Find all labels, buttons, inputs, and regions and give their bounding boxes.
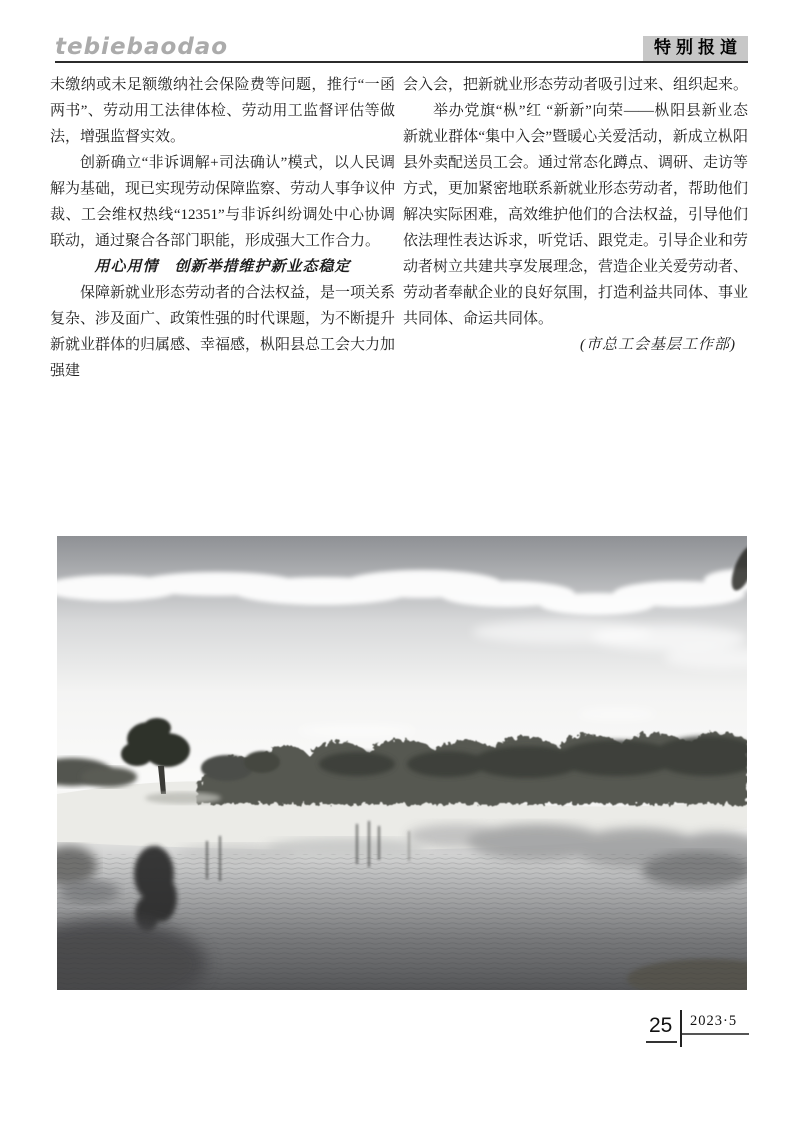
folio (640, 1008, 752, 1052)
paragraph-continued: 会入会，把新就业形态劳动者吸引过来、组织起来。 (403, 77, 749, 93)
masthead-logo: tebiebaodao (55, 34, 229, 60)
folio-page-number: 25 (646, 1014, 677, 1043)
paragraph: 举办党旗“枞”红 “新新”向荣——枞阳县新业态新就业群体“集中入会”暨暖心关爱活动，新成立枞阳县外卖配送员工会。通过常态化蹲点、调研、走访等方式，更加紧密地联系新就业形态劳动者，帮助他们解决实际困难，高效维护他们的合法权益，引导他们依法理性表达诉求，听党话、跟党走。引导企业和劳动者树立共建共享发展理念，营造企业关爱劳动者、劳动者奉献企业的良好氛围，打造利益共同体、事业共同体、命运共同体。 (403, 103, 749, 327)
water-ripples (57, 854, 747, 990)
scenery-photo (57, 536, 747, 990)
byline: (市总工会基层工作部) (580, 337, 736, 353)
folio-issue: 2023·5 (682, 1013, 749, 1035)
article-column-right (403, 72, 748, 384)
header-rule (55, 61, 748, 63)
paragraph: 创新确立“非诉调解+司法确认”模式，以人民调解为基础，现已实现劳动保障监察、劳动人事争议仲裁、工会维权热线“12351”与非诉纠纷调处中心协调联动，通过聚合各部门职能，形成强大工作合力。 (50, 155, 396, 249)
paragraph: 保障新就业形态劳动者的合法权益，是一项关系复杂、涉及面广、政策性强的时代课题，为不断提升新就业群体的归属感、幸福感，枞阳县总工会大力加强建 (50, 285, 396, 379)
article-column-left (50, 72, 395, 384)
subheading: 用心用情 创新举措维护新业态稳定 (94, 259, 351, 275)
section-badge: 特别报道 (643, 36, 748, 61)
article-body (50, 72, 748, 384)
paragraph-continued: 未缴纳或未足额缴纳社会保险费等问题，推行“一函两书”、劳动用工法律体检、劳动用工监督评估等做法，增强监督实效。 (50, 77, 395, 145)
